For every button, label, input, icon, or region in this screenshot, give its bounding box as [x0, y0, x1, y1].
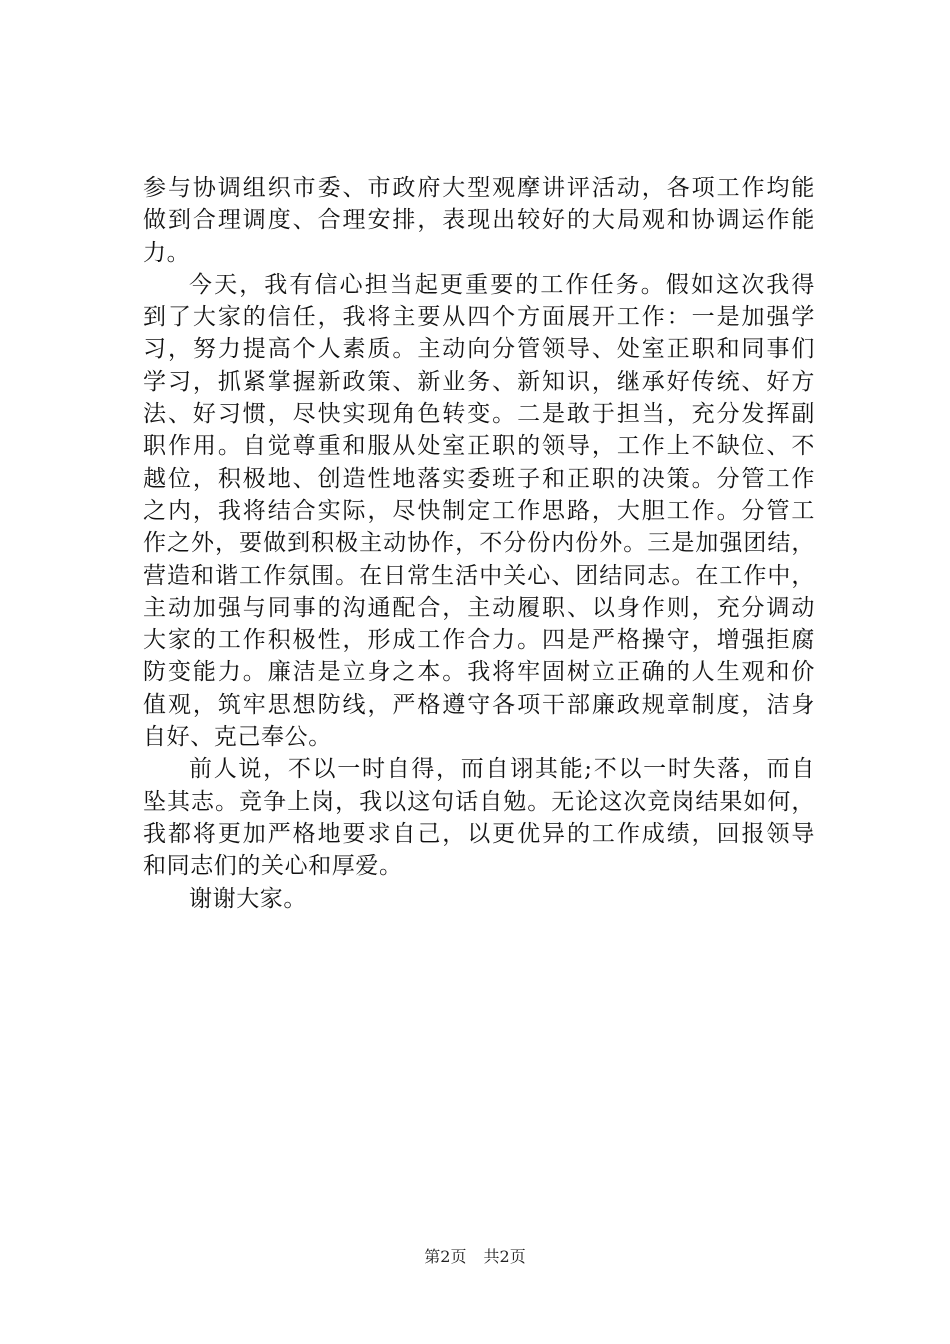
paragraph-line: 习，努力提高个人素质。主动向分管领导、处室正职和同事们 — [143, 336, 815, 363]
paragraph-line: 防变能力。廉洁是立身之本。我将牢固树立正确的人生观和价 — [143, 659, 815, 686]
paragraph-line: 谢谢大家。 — [189, 885, 307, 912]
paragraph-line: 营造和谐工作氛围。在日常生活中关心、团结同志。在工作中， — [143, 562, 815, 589]
paragraph-line: 我都将更加严格地要求自己，以更优异的工作成绩，回报领导 — [143, 820, 815, 847]
paragraph-line: 做到合理调度、合理安排，表现出较好的大局观和协调运作能 — [143, 207, 815, 234]
paragraph — [143, 172, 815, 269]
paragraph-line: 自好、克己奉公。 — [143, 724, 332, 751]
paragraph-line: 参与协调组织市委、市政府大型观摩讲评活动，各项工作均能 — [143, 175, 815, 201]
paragraph-line: 大家的工作积极性，形成工作合力。四是严格操守，增强拒腐 — [143, 627, 815, 654]
paragraph-line: 力。 — [143, 239, 191, 266]
paragraph-line: 之内，我将结合实际，尽快制定工作思路，大胆工作。分管工 — [143, 497, 815, 524]
page-number: 第2页 — [424, 1247, 467, 1266]
paragraph — [143, 753, 815, 882]
paragraph-line: 主动加强与同事的沟通配合，主动履职、以身作则，充分调动 — [143, 594, 815, 621]
paragraph-line: 和同志们的关心和厚爱。 — [143, 853, 403, 880]
page-footer — [0, 1244, 950, 1267]
paragraph-line: 坠其志。竞争上岗，我以这句话自勉。无论这次竞岗结果如何， — [143, 788, 815, 815]
document-body — [143, 172, 815, 915]
paragraph-line: 法、好习惯，尽快实现角色转变。二是敢于担当，充分发挥副 — [143, 401, 815, 428]
paragraph-line: 前人说，不以一时自得，而自诩其能;不以一时失落，而自 — [189, 756, 815, 783]
paragraph-line: 今天，我有信心担当起更重要的工作任务。假如这次我得 — [189, 271, 815, 298]
paragraph-line: 越位，积极地、创造性地落实委班子和正职的决策。分管工作 — [143, 465, 815, 492]
paragraph — [143, 883, 815, 915]
page-total: 共2页 — [483, 1247, 526, 1266]
paragraph-line: 学习，抓紧掌握新政策、新业务、新知识，继承好传统、好方 — [143, 368, 815, 395]
paragraph-line: 职作用。自觉尊重和服从处室正职的领导，工作上不缺位、不 — [143, 433, 815, 460]
paragraph-line: 作之外，要做到积极主动协作，不分份内份外。三是加强团结， — [143, 530, 815, 557]
paragraph — [143, 269, 815, 753]
paragraph-line: 到了大家的信任，我将主要从四个方面展开工作：一是加强学 — [143, 304, 815, 331]
paragraph-line: 值观，筑牢思想防线，严格遵守各项干部廉政规章制度，洁身 — [143, 691, 815, 718]
